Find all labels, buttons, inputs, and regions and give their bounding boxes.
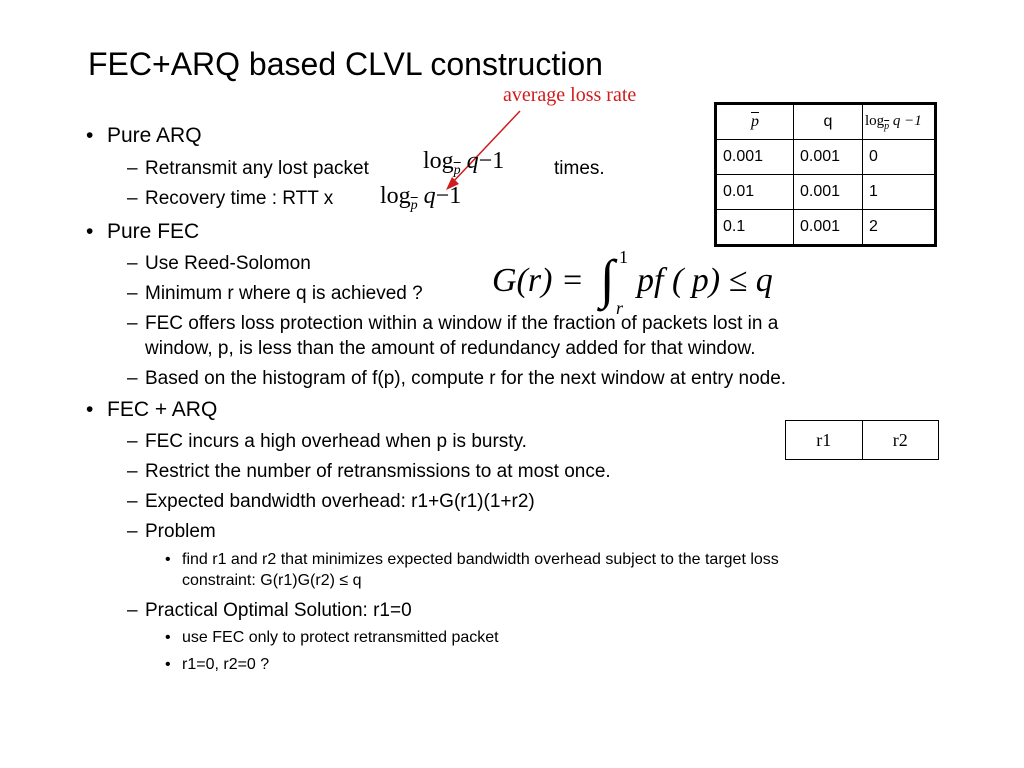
r1-r2-table	[785, 420, 939, 460]
bullet-pure-fec: Pure FEC	[107, 220, 200, 243]
bullet-dot: •	[86, 124, 94, 147]
table-cell: 0.1	[716, 210, 794, 246]
dash: –	[127, 491, 138, 512]
table-header-log: $\log_{\overline{p}} q -1$	[863, 104, 936, 140]
bullet-dot-small: •	[165, 629, 171, 646]
table-row	[786, 421, 939, 460]
table-cell: 0.001	[794, 175, 863, 210]
math-g-lhs: G(r) =	[492, 262, 584, 299]
bullet-fec-offers-2: window, p, is less than the amount of redundancy added for that window.	[145, 338, 756, 359]
bullet-r1-r2-zero: r1=0, r2=0 ?	[182, 656, 270, 673]
bullet-dot-small: •	[165, 656, 171, 673]
bullet-fec-offers-1: FEC offers loss protection within a window if the fraction of packets lost in a	[145, 313, 779, 334]
dash: –	[127, 313, 138, 334]
dash: –	[127, 600, 138, 621]
bullet-find-r1-r2-1: find r1 and r2 that minimizes expected bandwidth overhead subject to the target loss	[182, 551, 779, 568]
dash: –	[127, 158, 138, 179]
math-integral-upper: 1	[619, 247, 628, 267]
bullet-high-overhead: FEC incurs a high overhead when p is bursty.	[145, 431, 527, 452]
math-g-rhs: pf ( p) ≤ q	[637, 262, 773, 299]
dash: –	[127, 461, 138, 482]
bullet-retransmit-times: times.	[554, 158, 605, 179]
bullet-dot: •	[86, 220, 94, 243]
dash: –	[127, 188, 138, 209]
table-row	[716, 140, 936, 175]
table-cell: 1	[863, 175, 936, 210]
annotation-average-loss-rate: average loss rate	[503, 84, 637, 106]
dash: –	[127, 368, 138, 389]
math-integral-lower: r	[616, 298, 624, 318]
table-header-row	[716, 104, 936, 140]
bullet-histogram: Based on the histogram of f(p), compute r for the next window at entry node.	[145, 368, 787, 389]
table-cell: 0.01	[716, 175, 794, 210]
loss-rate-table	[714, 102, 937, 247]
dash: –	[127, 521, 138, 542]
table-cell: 2	[863, 210, 936, 246]
bullet-use-fec: use FEC only to protect retransmitted packet	[182, 629, 499, 646]
bullet-fec-arq: FEC + ARQ	[107, 398, 218, 421]
table-cell-r2: r2	[862, 421, 939, 460]
math-log-2: $\log_{\overline{p}} q-1$	[380, 183, 462, 213]
math-integral-sign: ∫	[600, 249, 615, 309]
bullet-problem: Problem	[145, 521, 216, 542]
table-row	[716, 210, 936, 246]
table-cell: 0.001	[794, 210, 863, 246]
table-cell: 0.001	[716, 140, 794, 175]
bullet-dot-small: •	[165, 551, 171, 568]
table-header-q: q	[794, 104, 863, 140]
bullet-find-r1-r2-2: constraint: G(r1)G(r2) ≤ q	[182, 572, 362, 589]
bullet-minimum-r: Minimum r where q is achieved ?	[145, 283, 423, 304]
bullet-recovery-time: Recovery time : RTT x	[145, 188, 334, 209]
bullet-pure-arq: Pure ARQ	[107, 124, 202, 147]
slide-title: FEC+ARQ based CLVL construction	[88, 46, 603, 82]
bullet-practical: Practical Optimal Solution: r1=0	[145, 600, 412, 621]
table-row	[716, 175, 936, 210]
table-header-p: $\overline{p}$	[716, 104, 794, 140]
dash: –	[127, 253, 138, 274]
bullet-dot: •	[86, 398, 94, 421]
table-cell: 0.001	[794, 140, 863, 175]
bullet-expected-overhead: Expected bandwidth overhead: r1+G(r1)(1+r2)	[145, 491, 535, 512]
bullet-restrict: Restrict the number of retransmissions to at most once.	[145, 461, 611, 482]
bullet-retransmit: Retransmit any lost packet	[145, 158, 369, 179]
math-log-1: $\log_{\overline{p}} q-1$	[423, 148, 505, 178]
dash: –	[127, 283, 138, 304]
table-cell: 0	[863, 140, 936, 175]
table-cell-r1: r1	[786, 421, 863, 460]
bullet-reed-solomon: Use Reed-Solomon	[145, 253, 311, 274]
dash: –	[127, 431, 138, 452]
